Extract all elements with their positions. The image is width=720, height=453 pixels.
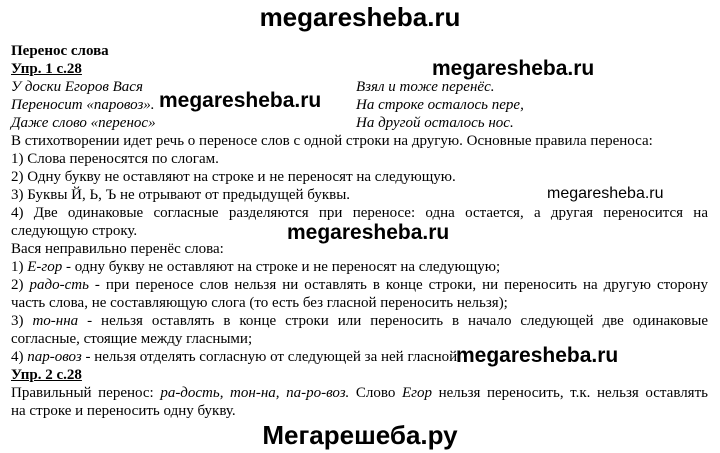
- poem-line: Взял и тоже перенёс.: [356, 79, 495, 95]
- error-item: [11, 348, 461, 366]
- wrong-intro: Вася неправильно перенёс слова:: [11, 241, 224, 257]
- error-item: [11, 258, 500, 276]
- error-text: - нельзя оставлять в конце строки или переносить в начало следующей две одинаковые: [78, 313, 708, 329]
- error-number: 2): [11, 277, 30, 293]
- error-item: [11, 312, 708, 330]
- error-word: радо-сть: [29, 277, 89, 293]
- error-item: [11, 276, 708, 294]
- answer-text: Слово: [349, 385, 402, 401]
- rule-item: 4) Две одинаковые согласные разделяются при переносе: одна остается, а другая переносится на: [11, 205, 708, 221]
- error-word: пар-овоз: [27, 349, 82, 365]
- watermark-top: megaresheba.ru: [259, 2, 461, 32]
- answer-word: Егор: [401, 385, 432, 401]
- poem-line: Даже слово «перенос»: [11, 115, 156, 131]
- answer-text: Правильный перенос:: [11, 385, 161, 401]
- rule-item: 1) Слова переносятся по слогам.: [11, 151, 219, 167]
- rule-item: 3) Буквы Й, Ь, Ъ не отрывают от предыдущей буквы.: [11, 187, 351, 203]
- watermark: megaresheba.ru: [547, 185, 664, 202]
- error-number: 4): [11, 349, 28, 365]
- error-item-continued: часть слова, не составляющую слога (то есть без гласной переносить нельзя);: [11, 295, 508, 311]
- poem-line: На строке осталось пере,: [356, 97, 524, 113]
- watermark: megaresheba.ru: [159, 89, 322, 112]
- error-number: 3): [11, 313, 33, 329]
- watermark: megaresheba.ru: [456, 344, 619, 367]
- watermark: megaresheba.ru: [432, 57, 595, 80]
- answer-line: [11, 384, 708, 402]
- answer-words: ра-дость, тон-на, па-ро-воз.: [160, 385, 350, 401]
- error-word: Е-гор: [27, 259, 63, 275]
- rule-item: 2) Одну букву не оставляют на строке и не переносят на следующую.: [11, 169, 456, 185]
- error-text: - при переносе слов нельзя ни оставлять в конце строки, ни переносить на другую сторону: [88, 277, 709, 293]
- error-word: то-нна: [32, 313, 79, 329]
- watermark-bottom: Мегарешеба.ру: [262, 420, 458, 450]
- error-text: - нельзя отделять согласную от следующей за ней гласной.: [81, 349, 461, 365]
- poem-line: У доски Егоров Вася: [11, 79, 143, 95]
- answer-line-continued: на строке и переносить одну букву.: [11, 403, 236, 419]
- exercise-1-heading: Упр. 1 с.28: [11, 61, 82, 77]
- error-number: 1): [11, 259, 28, 275]
- poem-line: На другой осталось нос.: [356, 115, 514, 131]
- section-title: Перенос слова: [11, 43, 109, 59]
- error-text: - одну букву не оставляют на строке и не переносят на следующую;: [62, 259, 501, 275]
- exercise-2-heading: Упр. 2 с.28: [11, 367, 82, 383]
- rule-item-continued: следующую строку.: [11, 223, 138, 239]
- poem-line: Переносит «паровоз».: [11, 97, 155, 113]
- watermark: megaresheba.ru: [287, 221, 450, 244]
- error-item-continued: согласные, стоящие между гласными;: [11, 331, 253, 347]
- answer-text: нельзя переносить, т.к. нельзя оставлять: [431, 385, 708, 401]
- intro-text: В стихотворении идет речь о переносе слов с одной строки на другую. Основные правила переноса:: [11, 133, 653, 149]
